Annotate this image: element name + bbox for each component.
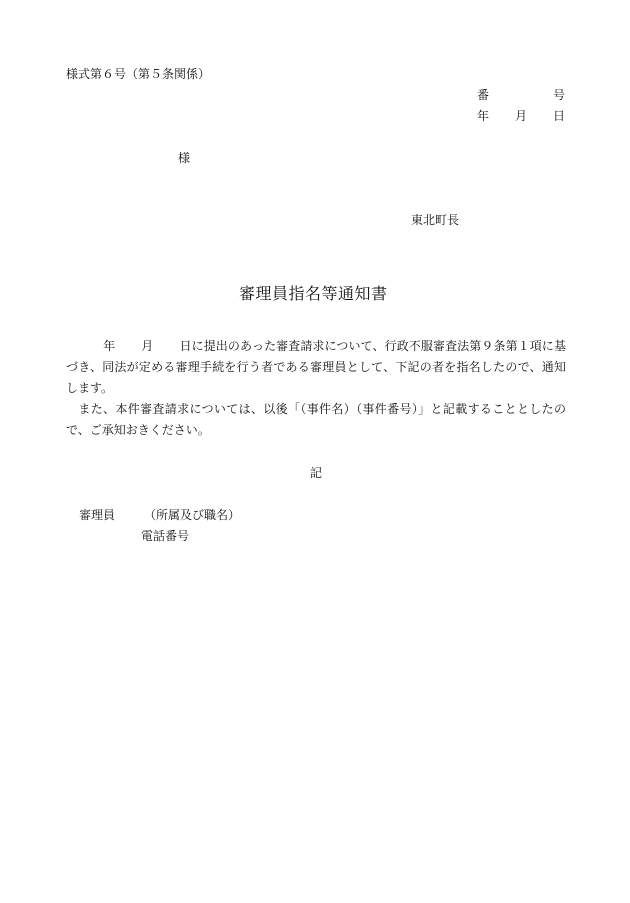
examiner-label: 審理員 (79, 508, 116, 522)
examiner-phone-label: 電話番号 (141, 529, 190, 543)
addressee-suffix: 様 (178, 151, 191, 165)
examiner-affiliation: （所属及び職名） (144, 508, 241, 522)
document-title: 審理員指名等通知書 (239, 284, 388, 303)
body-text (66, 336, 566, 441)
date-day: 日 (553, 109, 566, 123)
paragraph-1-text: 日に提出のあった審査請求について、行政不服審査法第９条第１項に基づき、同法が定める審理手続を行う者である審理員として、下記の者を指名したので、通知します。 (66, 339, 566, 395)
paragraph-2: また、本件審査請求については、以後「（事件名）（事件番号）」と記載することとしたので、ご承知おきください。 (66, 402, 566, 437)
sender-name: 東北町長 (411, 213, 460, 227)
number-label-go: 号 (553, 88, 566, 102)
paragraph-1-year: 年 (103, 339, 116, 353)
form-label: 様式第６号（第５条関係） (66, 67, 211, 81)
paragraph-1-month: 月 (141, 339, 154, 353)
ki-heading: 記 (310, 466, 323, 480)
date-month: 月 (515, 109, 528, 123)
paragraph-1 (66, 336, 566, 399)
date-year: 年 (477, 109, 490, 123)
number-label-ban: 番 (477, 88, 490, 102)
